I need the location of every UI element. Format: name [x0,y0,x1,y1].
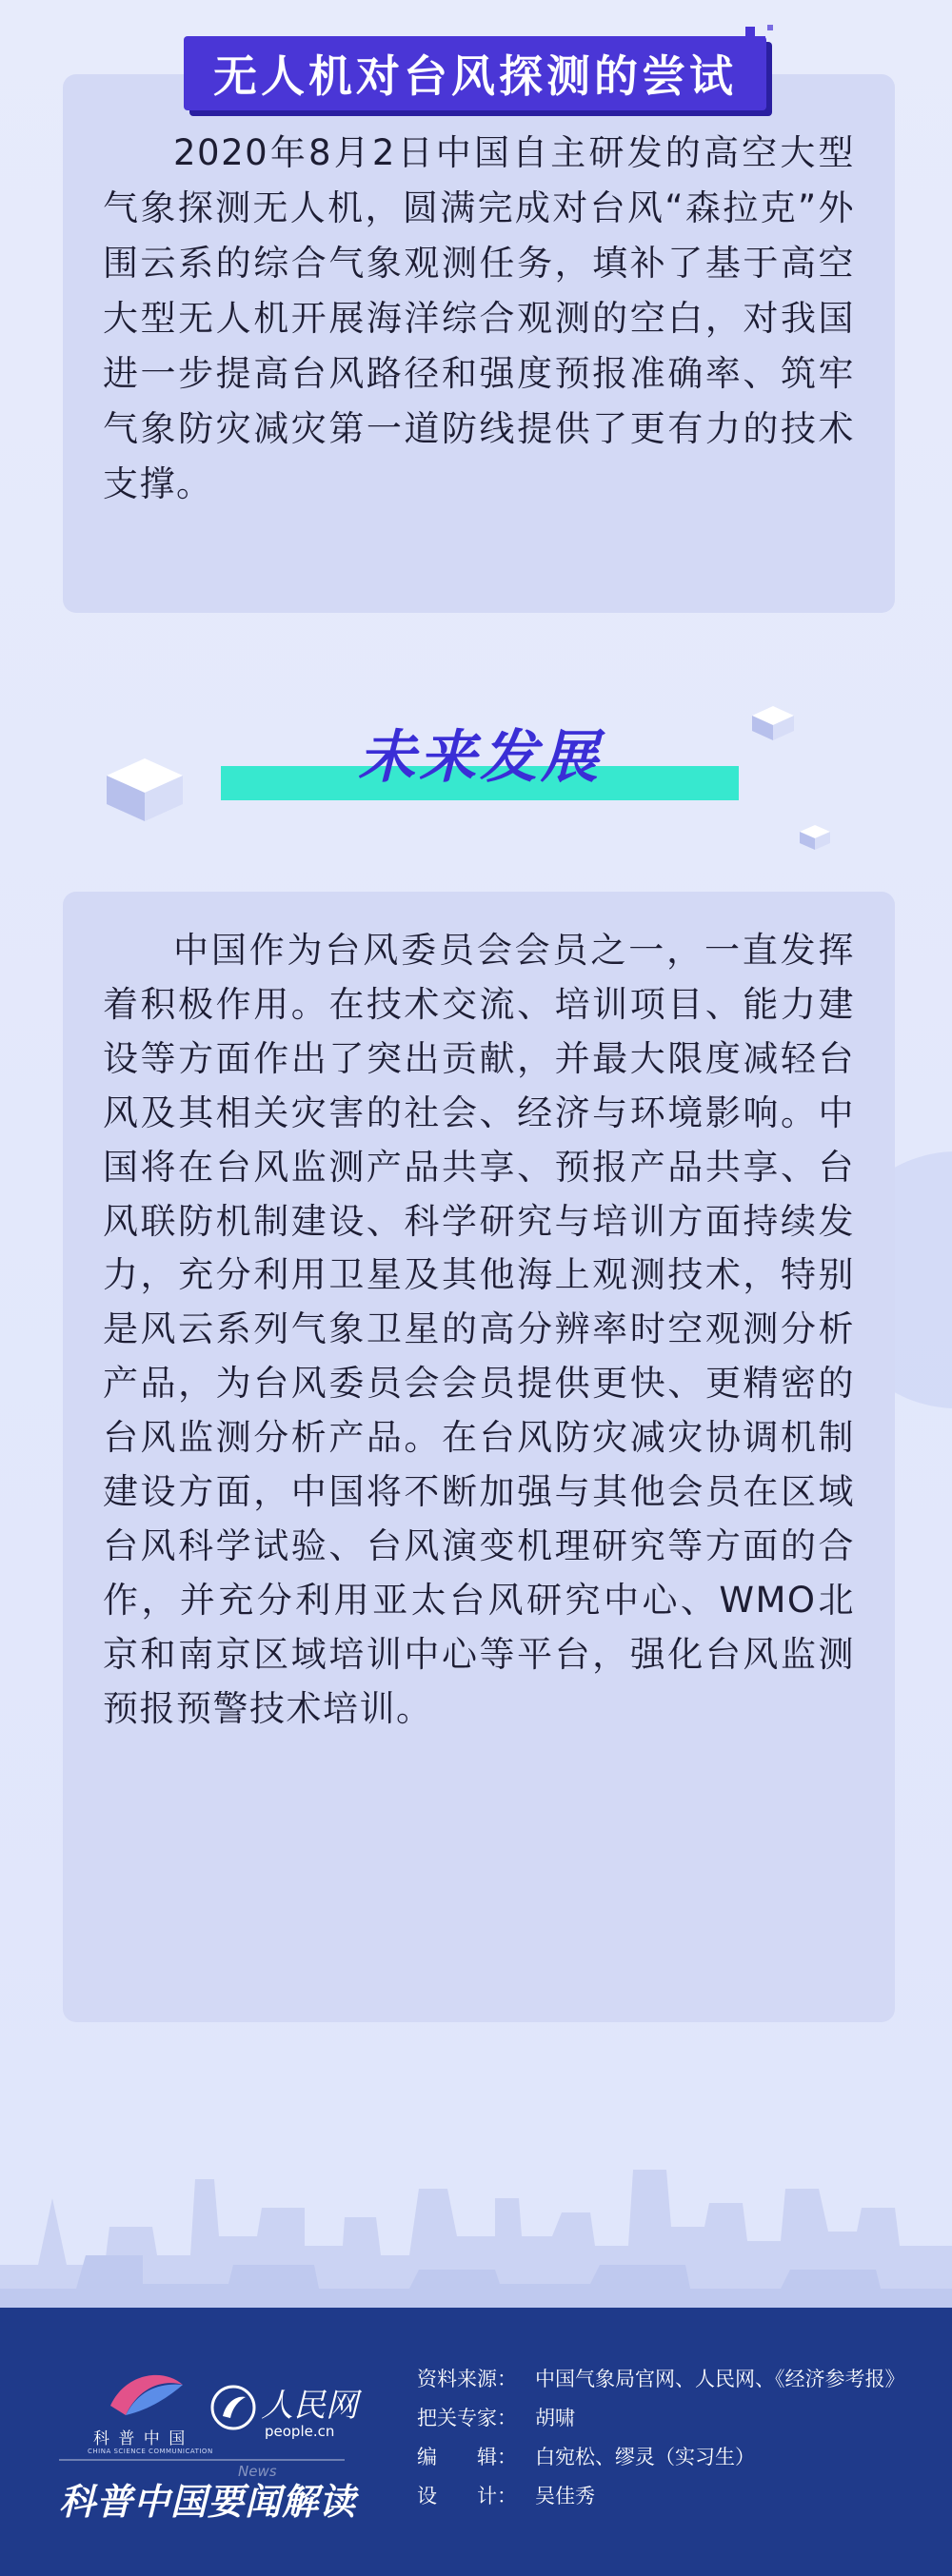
kepu-logo-text: 科 普 中 国 [93,2429,188,2448]
credit-label: 资料来源： [417,2368,517,2390]
city-skyline-decoration [0,2122,952,2312]
drone-section-title: 无人机对台风探测的尝试 [213,50,737,102]
credit-label: 把关专家： [417,2407,517,2429]
credit-row-designer [417,2477,905,2516]
intro-card [63,74,895,613]
brand-title: 科普中国要闻解读 [59,2481,357,2523]
credit-label: 设 计： [417,2485,517,2507]
drone-section-banner [184,36,766,110]
cube-decoration-icon [800,825,830,850]
people-logo-text: 人民网 [261,2387,358,2425]
people-logo-subtext: people.cn [265,2423,335,2440]
future-card [63,892,895,2022]
credit-row-expert [417,2399,905,2438]
credit-label: 编 辑： [417,2446,517,2468]
credit-value: 中国气象局官网、人民网、《经济参考报》 [535,2368,905,2390]
credit-value: 吴佳秀 [535,2485,595,2507]
kepu-logo-subtext: CHINA SCIENCE COMMUNICATION [88,2448,213,2455]
banner-corner-square [745,27,755,36]
kepu-logo-icon [107,2368,187,2421]
credit-value: 胡啸 [535,2407,575,2429]
future-section-title: 未来发展 [358,724,602,791]
credits-list [417,2360,905,2516]
brand-watermark: News [238,2463,277,2480]
credit-row-source [417,2360,905,2399]
credit-value: 白宛松、缪灵（实习生） [535,2446,755,2468]
future-paragraph: 中国作为台风委员会会员之一，一直发挥着积极作用。在技术交流、培训项目、能力建设等方面作出了突出贡献，并最大限度减轻台风及其相关灾害的社会、经济与环境影响。中国将在台风监测产品共享、预报产品共享、台风联防机制建设、科学研究与培训方面持续发力，充分利用卫星及其他海上观测技术，特别是风云系列气象卫星的高分辨率时空观测分析产品，为台风委员会会员提供更快、更精密的台风监测分析产品。在台风防灾减灾协调机制建设方面，中国将不断加强与其他会员在区域台风科学试验、台风演变机理研究等方面的合作，并充分利用亚太台风研究中心、WMO北京和南京区域培训中心等平台，强化台风监测预报预警技术培训。 [103,930,855,1729]
brand-divider [59,2459,345,2461]
banner-corner-square [758,36,765,44]
banner-corner-square [767,25,773,30]
credit-row-editor [417,2438,905,2477]
cube-decoration-icon [752,706,794,740]
people-logo-icon [209,2384,257,2431]
drone-paragraph: 2020年8月2日中国自主研发的高空大型气象探测无人机，圆满完成对台风“森拉克”外围云系的综合气象观测任务，填补了基于高空大型无人机开展海洋综合观测的空白，对我国进一步提高台风路径和强度预报准确率、筑牢气象防灾减灾第一道防线提供了更有力的技术支撑。 [103,132,855,504]
cube-decoration-icon [107,758,183,821]
